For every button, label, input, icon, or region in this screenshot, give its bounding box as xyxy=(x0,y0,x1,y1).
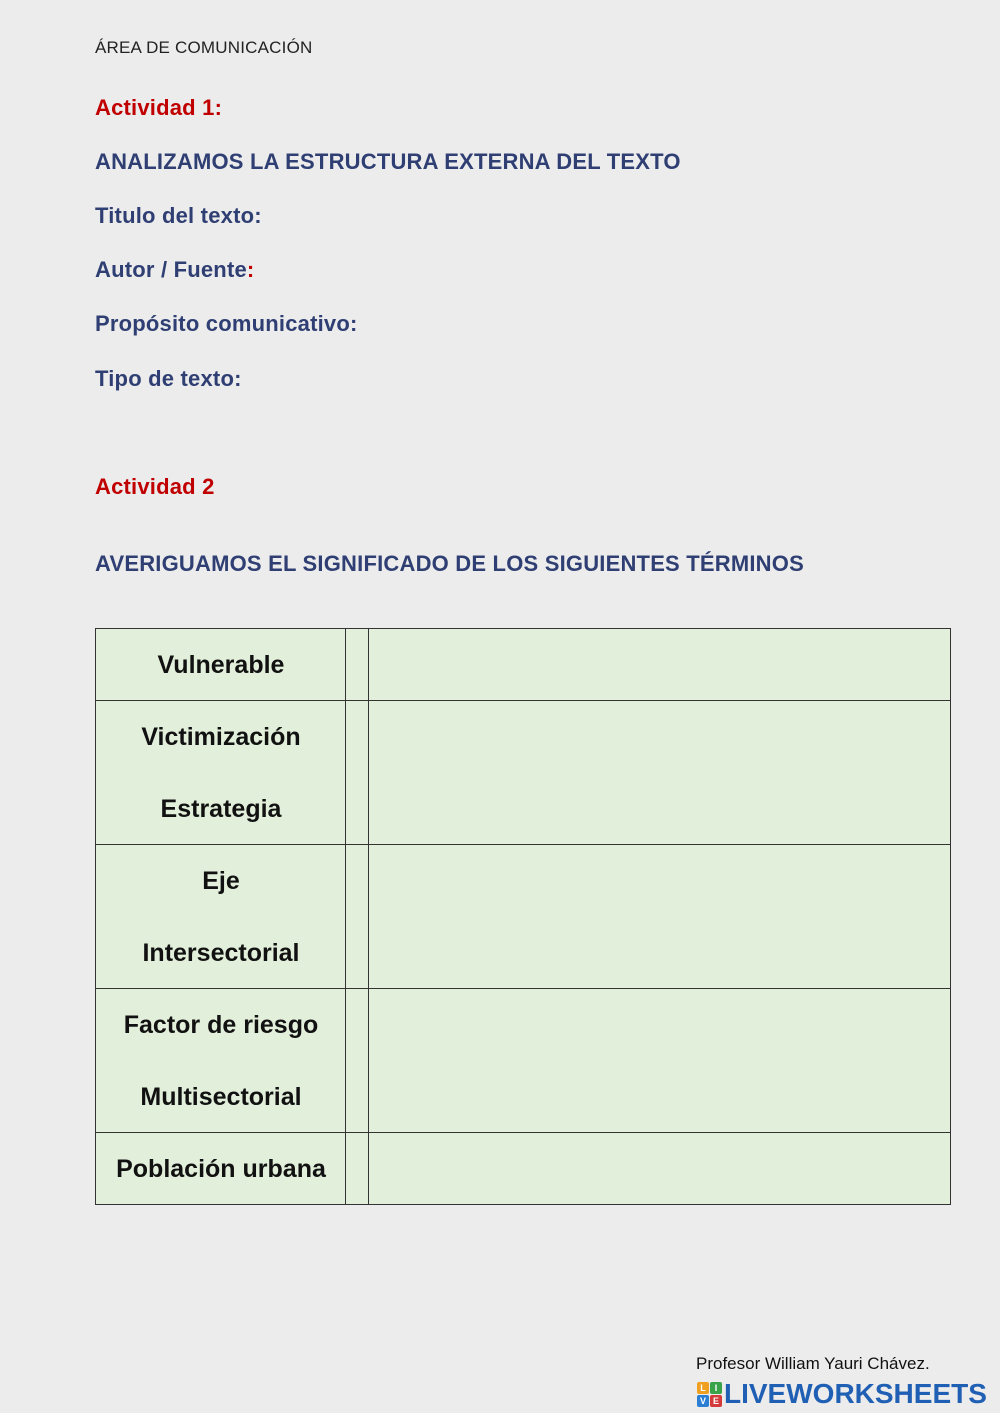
footer-author: Profesor William Yauri Chávez. xyxy=(696,1354,930,1373)
term-cell: Victimización xyxy=(141,722,301,751)
autor-colon: : xyxy=(246,257,255,282)
definition-answer-field[interactable] xyxy=(369,989,950,1132)
activity2-title: Actividad 2 xyxy=(95,474,215,499)
term-cell: Intersectorial xyxy=(142,938,300,967)
logo-letter: E xyxy=(710,1395,722,1407)
field-proposito-label: Propósito comunicativo: xyxy=(95,311,358,336)
terms-table xyxy=(95,628,951,1205)
liveworksheets-icon xyxy=(697,1382,722,1407)
area-header: ÁREA DE COMUNICACIÓN xyxy=(95,38,313,57)
brand-logo xyxy=(697,1378,987,1410)
field-titulo-label: Titulo del texto: xyxy=(95,203,262,228)
brand-name: LIVEWORKSHEETS xyxy=(724,1378,987,1409)
activity1-heading: ANALIZAMOS LA ESTRUCTURA EXTERNA DEL TEXTO xyxy=(95,149,681,174)
term-cell: Población urbana xyxy=(116,1154,326,1183)
definition-answer-field[interactable] xyxy=(369,629,950,700)
term-cell: Estrategia xyxy=(160,794,282,823)
definition-answer-field[interactable] xyxy=(369,1133,950,1205)
activity1-title: Actividad 1: xyxy=(95,95,223,120)
logo-letter: V xyxy=(697,1395,709,1407)
term-cell: Multisectorial xyxy=(140,1082,302,1111)
field-autor-label xyxy=(95,257,254,283)
logo-letter: I xyxy=(710,1382,722,1394)
term-cell: Eje xyxy=(202,866,240,895)
term-cell: Factor de riesgo xyxy=(123,1010,319,1039)
definition-answer-field[interactable] xyxy=(369,701,950,844)
field-tipo-label: Tipo de texto: xyxy=(95,366,242,391)
activity2-heading: AVERIGUAMOS EL SIGNIFICADO DE LOS SIGUIENTES TÉRMINOS xyxy=(95,551,804,576)
autor-label-text: Autor / Fuente xyxy=(95,257,247,282)
term-cell: Vulnerable xyxy=(157,650,285,679)
definition-answer-field[interactable] xyxy=(369,845,950,988)
logo-letter: L xyxy=(697,1382,709,1394)
